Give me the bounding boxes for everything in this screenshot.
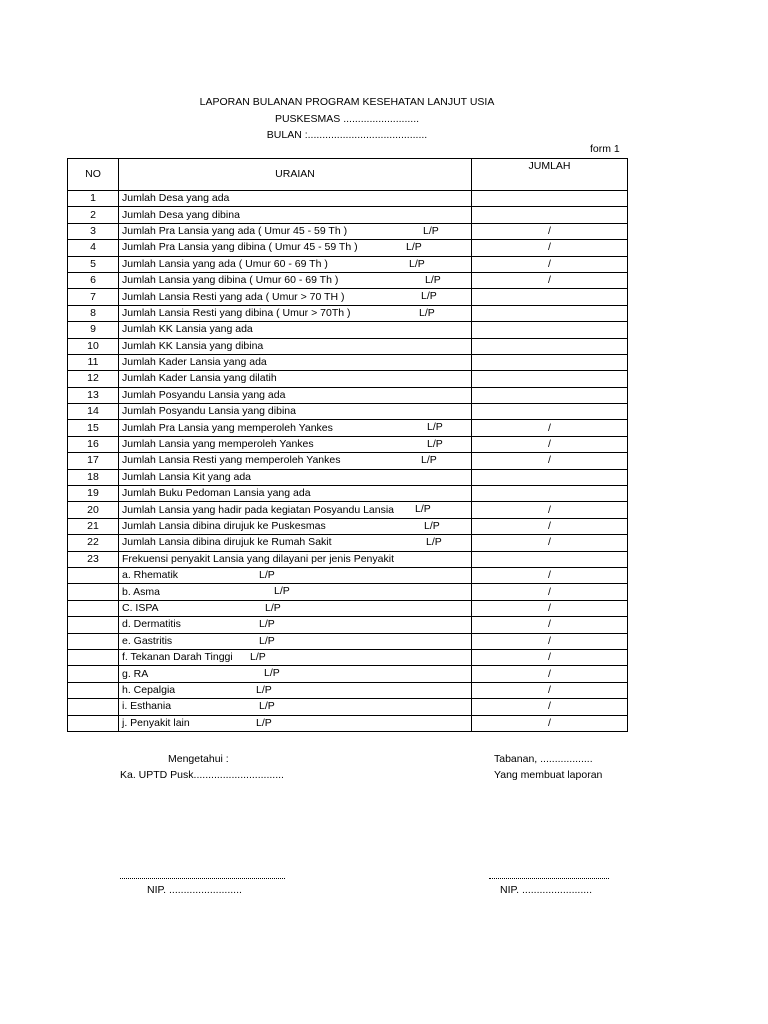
row-number: 20 — [68, 502, 119, 518]
row-jumlah — [472, 354, 628, 370]
gender-marker: L/P — [421, 454, 437, 467]
table-row — [68, 371, 628, 387]
row-number — [68, 600, 119, 616]
row-description: Jumlah Desa yang dibina — [122, 208, 240, 221]
gender-marker: L/P — [259, 634, 275, 647]
table-row — [68, 699, 628, 715]
table-row — [68, 486, 628, 502]
row-description: Jumlah Lansia Resti yang memperoleh Yankes — [122, 454, 341, 467]
row-description-cell — [119, 371, 472, 387]
header-no: NO — [68, 159, 119, 191]
reporter-label: Yang membuat laporan — [494, 769, 603, 781]
puskesmas-line: PUSKESMAS .......................... — [274, 113, 420, 125]
row-jumlah — [472, 207, 628, 223]
row-description: Jumlah Lansia dibina dirujuk ke Puskesmas — [122, 520, 326, 532]
row-number: 4 — [68, 240, 119, 256]
row-description: f. Tekanan Darah Tinggi — [122, 651, 233, 664]
row-number — [68, 584, 119, 600]
row-number: 3 — [68, 223, 119, 239]
gender-marker: L/P — [427, 437, 443, 450]
row-jumlah — [472, 289, 628, 305]
row-description-cell — [119, 699, 472, 715]
gender-marker: L/P — [274, 585, 290, 598]
row-number: 14 — [68, 404, 119, 420]
row-description: Jumlah Lansia Resti yang dibina ( Umur > 70Th ) — [122, 306, 351, 319]
row-jumlah: / — [472, 272, 628, 288]
row-description-cell — [119, 535, 472, 551]
row-description: b. Asma — [122, 585, 160, 598]
table-row — [68, 600, 628, 616]
row-description-cell — [119, 649, 472, 665]
row-description-cell — [119, 486, 472, 502]
gender-marker: L/P — [264, 667, 280, 680]
table-row — [68, 535, 628, 551]
table-row — [68, 223, 628, 239]
row-jumlah — [472, 305, 628, 321]
row-description: Jumlah Lansia yang ada ( Umur 60 - 69 Th ) — [122, 257, 328, 270]
row-jumlah: / — [472, 502, 628, 518]
table-row — [68, 502, 628, 518]
bulan-line: BULAN :......................................... — [266, 129, 428, 141]
row-description-cell — [119, 666, 472, 682]
row-jumlah — [472, 551, 628, 567]
report-table — [67, 158, 628, 732]
table-row — [68, 338, 628, 354]
row-number: 6 — [68, 272, 119, 288]
table-row — [68, 551, 628, 567]
row-number — [68, 649, 119, 665]
table-row — [68, 191, 628, 207]
table-row — [68, 584, 628, 600]
nip-left: NIP. ......................... — [147, 884, 242, 896]
row-number — [68, 682, 119, 698]
row-number: 15 — [68, 420, 119, 436]
row-number: 11 — [68, 354, 119, 370]
row-description-cell — [119, 191, 472, 207]
row-description-cell — [119, 682, 472, 698]
gender-marker: L/P — [256, 683, 272, 696]
row-jumlah — [472, 387, 628, 403]
table-row — [68, 469, 628, 485]
row-jumlah: / — [472, 420, 628, 436]
row-jumlah: / — [472, 699, 628, 715]
row-number: 23 — [68, 551, 119, 567]
row-description: Jumlah Lansia yang memperoleh Yankes — [122, 438, 314, 451]
row-number: 22 — [68, 535, 119, 551]
row-number: 21 — [68, 518, 119, 534]
row-jumlah — [472, 469, 628, 485]
row-description-cell — [119, 469, 472, 485]
row-description: Jumlah Pra Lansia yang ada ( Umur 45 - 59 Th ) — [122, 224, 348, 237]
row-jumlah: / — [472, 600, 628, 616]
row-jumlah — [472, 191, 628, 207]
position-label: Ka. UPTD Pusk............................... — [120, 769, 284, 781]
gender-marker: L/P — [426, 536, 442, 549]
table-row — [68, 387, 628, 403]
row-number — [68, 699, 119, 715]
row-description-cell — [119, 436, 472, 452]
row-jumlah: / — [472, 535, 628, 551]
row-jumlah: / — [472, 223, 628, 239]
row-jumlah: / — [472, 584, 628, 600]
gender-marker: L/P — [259, 568, 275, 581]
row-description-cell — [119, 404, 472, 420]
gender-marker: L/P — [415, 503, 431, 516]
row-description: Jumlah Lansia yang hadir pada kegiatan Posyandu Lansia — [122, 503, 395, 516]
row-number — [68, 617, 119, 633]
row-jumlah: / — [472, 715, 628, 731]
row-description-cell — [119, 354, 472, 370]
table-row — [68, 404, 628, 420]
row-description: g. RA — [122, 667, 149, 680]
gender-marker: L/P — [256, 716, 272, 729]
row-number: 9 — [68, 322, 119, 338]
row-description-cell — [119, 305, 472, 321]
table-row — [68, 715, 628, 731]
report-title: LAPORAN BULANAN PROGRAM KESEHATAN LANJUT USIA — [199, 96, 495, 108]
row-jumlah: / — [472, 256, 628, 272]
row-description-cell — [119, 338, 472, 354]
table-row — [68, 272, 628, 288]
row-description-cell — [119, 584, 472, 600]
row-description-cell — [119, 240, 472, 256]
table-row — [68, 682, 628, 698]
row-description: Jumlah Lansia dibina dirujuk ke Rumah Sakit — [122, 536, 332, 549]
row-description: Jumlah Lansia Kit yang ada — [122, 470, 251, 483]
table-row — [68, 289, 628, 305]
row-description-cell — [119, 633, 472, 649]
nip-right: NIP. ........................ — [500, 884, 592, 896]
row-description: i. Esthania — [122, 700, 172, 713]
row-number — [68, 633, 119, 649]
row-jumlah: / — [472, 567, 628, 583]
row-number: 8 — [68, 305, 119, 321]
row-description-cell — [119, 322, 472, 338]
gender-marker: L/P — [259, 618, 275, 631]
row-description-cell — [119, 551, 472, 567]
row-number: 18 — [68, 469, 119, 485]
header-uraian: URAIAN — [119, 159, 472, 191]
table-row — [68, 256, 628, 272]
table-row — [68, 420, 628, 436]
signature-line-right — [489, 878, 609, 879]
row-jumlah — [472, 404, 628, 420]
mengetahui-label: Mengetahui : — [168, 753, 229, 765]
gender-marker: L/P — [409, 257, 425, 270]
row-description-cell — [119, 420, 472, 436]
table-row — [68, 207, 628, 223]
table-row — [68, 240, 628, 256]
row-description: Jumlah Buku Pedoman Lansia yang ada — [122, 487, 311, 500]
row-description-cell — [119, 387, 472, 403]
row-description: h. Cepalgia — [122, 683, 176, 696]
table-row — [68, 322, 628, 338]
row-description-cell — [119, 289, 472, 305]
row-jumlah: / — [472, 633, 628, 649]
gender-marker: L/P — [427, 421, 443, 434]
row-number: 12 — [68, 371, 119, 387]
row-description-cell — [119, 502, 472, 518]
gender-marker: L/P — [265, 601, 281, 614]
table-row — [68, 567, 628, 583]
row-jumlah: / — [472, 518, 628, 534]
row-number: 2 — [68, 207, 119, 223]
row-jumlah — [472, 486, 628, 502]
row-description: a. Rhematik — [122, 569, 179, 582]
row-description: Jumlah Kader Lansia yang ada — [122, 356, 267, 369]
place-date-label: Tabanan, .................. — [494, 753, 593, 765]
row-number: 19 — [68, 486, 119, 502]
row-jumlah — [472, 322, 628, 338]
row-jumlah: / — [472, 682, 628, 698]
row-description-cell — [119, 617, 472, 633]
row-description: Frekuensi penyakit Lansia yang dilayani per jenis Penyakit — [122, 552, 394, 565]
form-number: form 1 — [590, 143, 620, 155]
row-description: d. Dermatitis — [122, 618, 181, 631]
gender-marker: L/P — [425, 273, 441, 286]
row-description: j. Penyakit lain — [122, 716, 190, 729]
table-row — [68, 633, 628, 649]
row-description: Jumlah Posyandu Lansia yang ada — [122, 388, 286, 401]
gender-marker: L/P — [259, 700, 275, 713]
row-description-cell — [119, 272, 472, 288]
row-description-cell — [119, 518, 472, 534]
gender-marker: L/P — [421, 290, 437, 303]
row-number — [68, 715, 119, 731]
row-description: Jumlah Lansia Resti yang ada ( Umur > 70 TH ) — [122, 290, 345, 303]
row-number: 1 — [68, 191, 119, 207]
signature-line-left — [120, 878, 285, 879]
gender-marker: L/P — [424, 519, 440, 532]
row-description: Jumlah Posyandu Lansia yang dibina — [122, 405, 296, 418]
row-description: C. ISPA — [122, 601, 159, 614]
table-row — [68, 617, 628, 633]
table-row — [68, 518, 628, 534]
row-description: Jumlah Kader Lansia yang dilatih — [122, 372, 277, 385]
row-jumlah: / — [472, 240, 628, 256]
row-description: Jumlah Lansia yang dibina ( Umur 60 - 69 Th ) — [122, 274, 339, 287]
row-jumlah — [472, 371, 628, 387]
row-description-cell — [119, 715, 472, 731]
row-number — [68, 666, 119, 682]
row-description-cell — [119, 207, 472, 223]
row-description-cell — [119, 567, 472, 583]
gender-marker: L/P — [250, 650, 266, 663]
row-number: 7 — [68, 289, 119, 305]
row-number: 16 — [68, 436, 119, 452]
row-description: e. Gastritis — [122, 634, 173, 647]
row-jumlah: / — [472, 436, 628, 452]
gender-marker: L/P — [419, 306, 435, 319]
row-jumlah — [472, 338, 628, 354]
table-row — [68, 666, 628, 682]
row-description: Jumlah KK Lansia yang dibina — [122, 339, 264, 352]
table-header-row — [68, 159, 628, 191]
row-description: Jumlah Pra Lansia yang memperoleh Yankes — [122, 421, 333, 434]
header-jumlah: JUMLAH — [472, 159, 628, 191]
row-description: Jumlah KK Lansia yang ada — [122, 323, 253, 336]
gender-marker: L/P — [423, 224, 439, 237]
table-row — [68, 305, 628, 321]
row-number — [68, 567, 119, 583]
table-row — [68, 453, 628, 469]
row-description: Jumlah Pra Lansia yang dibina ( Umur 45 - 59 Th ) — [122, 241, 358, 254]
row-description-cell — [119, 223, 472, 239]
row-description-cell — [119, 453, 472, 469]
table-row — [68, 436, 628, 452]
row-description-cell — [119, 256, 472, 272]
row-jumlah: / — [472, 666, 628, 682]
gender-marker: L/P — [406, 241, 422, 254]
row-description-cell — [119, 600, 472, 616]
row-number: 5 — [68, 256, 119, 272]
row-number: 17 — [68, 453, 119, 469]
row-jumlah: / — [472, 453, 628, 469]
row-number: 13 — [68, 387, 119, 403]
table-row — [68, 354, 628, 370]
row-jumlah: / — [472, 617, 628, 633]
table-row — [68, 649, 628, 665]
row-number: 10 — [68, 338, 119, 354]
row-jumlah: / — [472, 649, 628, 665]
row-description: Jumlah Desa yang ada — [122, 192, 230, 205]
